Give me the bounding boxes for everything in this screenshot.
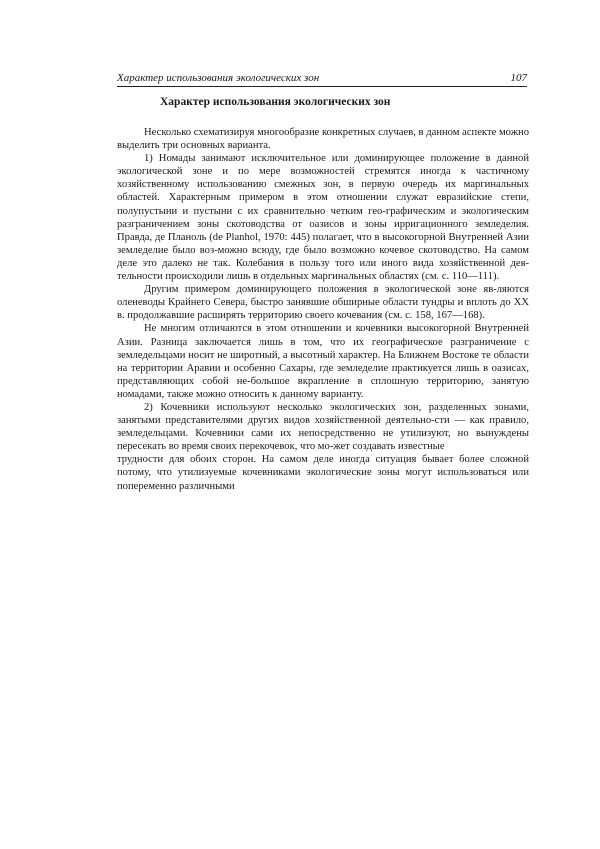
paragraph-intro: Несколько схематизируя многообразие конкретных случаев, в данном аспекте можно выделить три основных варианта.: [117, 127, 529, 152]
running-header: [117, 68, 527, 87]
paragraph-inner-asia: Не многим отличаются в этом отношении и кочевники высокогорной Внутренней Азии. Разница заключается лишь в том, что их географическое разграничение с земледельцами носит не широтный, а высотный характер. На Ближнем Востоке те области на территории Аравии и особенно Сахары, где земледелие практикуется лишь в оазисах, представляющих собой не-большое вкрапление в сплошную территорию, занятую номадами, также можно относить к данному варианту.: [117, 323, 529, 400]
body-text: [117, 126, 529, 493]
paragraph-variant-1: 1) Номады занимают исключительное или доминирующее положение в данной экологической зоне и по мере возможностей стремятся иногда к частичному хозяйственному использованию смежных зон, в первую очередь их маргинальных областей. Характерным примером в этом отношении служат евразийские степи, полупустыни и пустыни с их сравнительно четким гео-графическим и экологическим разграничением зоны скотоводства от оазисов и зоны ирригационного земледелия. Правда, де Планоль (de Planhol, 1970: 445) полагает, что в высокогорной Внутренней Азии земледелие было воз-можно всюду, где было возможно кочевое скотоводство. На самом деле это далеко не так. Колебания в пользу того или иного вида хозяйственной дея-тельности происходили лишь в отдельных маргинальных областях (см. с. 110—111).: [117, 153, 529, 283]
page-number: 107: [510, 72, 527, 84]
paragraph-reindeer-herders: Другим примером доминирующего положения в экологической зоне яв-ляются оленеводы Крайнего Севера, быстро занявшие обширные области тундры и вплоть до XX в. продолжавшие расширять территорию своего кочевания (см. с. 158, 167—168).: [117, 284, 529, 322]
running-header-title: Характер использования экологических зон: [117, 72, 320, 84]
paragraph-variant-2: 2) Кочевники используют несколько экологических зон, разделенных зонами, занятыми представителями других видов хозяйственной деятельно-сти — как правило, земледельцами. Кочевники сами их непосредственно не утилизуют, но вынуждены пересекать во время своих перекочевок, что мо-жет создавать известные: [117, 401, 529, 453]
section-title: Характер использования экологических зон: [160, 96, 391, 108]
paragraph-continuation: трудности для обоих сторон. На самом деле иногда ситуация бывает более сложной потому, что утилизуемые кочевниками экологические зоны могут использоваться или попеременно различными: [117, 454, 529, 492]
